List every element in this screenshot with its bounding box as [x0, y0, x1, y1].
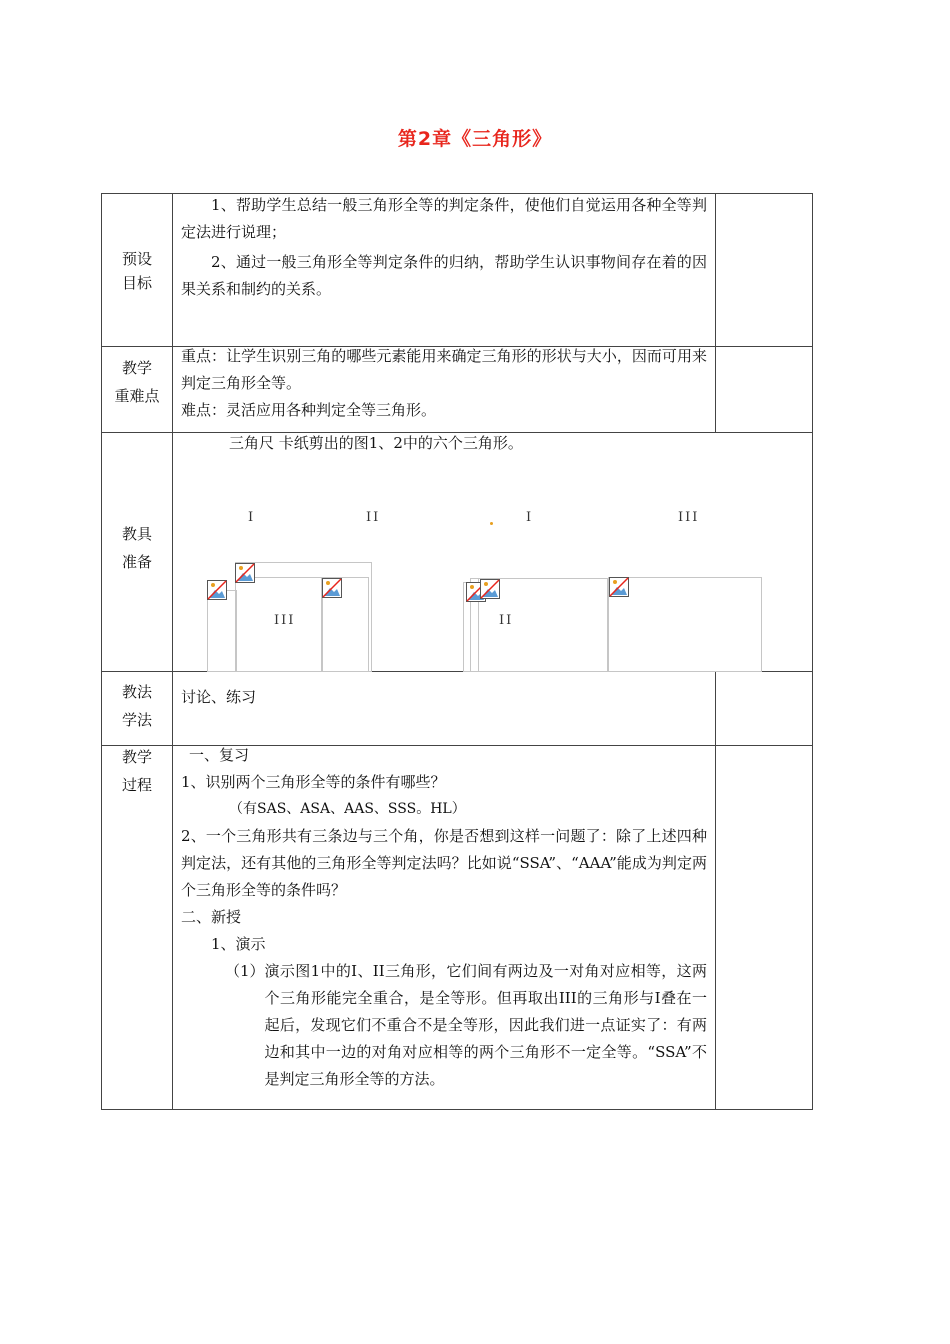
- demo-item-text: 演示图1中的I、II三角形，它们间有两边及一对角对应相等，这两个三角形能完全重合，是全等形。但再取出III的三角形与I叠在一起后，发现它们不重合不是全等形，因此我们进一点证实了：有两边和其中一边的对角对应相等的两个三角形不一定全等。“SSA”不是判定三角形全等的方法。: [264, 962, 707, 1088]
- objective-item: 1、帮助学生总结一般三角形全等的判定条件，使他们自觉运用各种全等判定法进行说理；: [181, 196, 707, 241]
- review-answer-1: （有SAS、ASA、AAS、SSS。HL）: [229, 801, 466, 817]
- materials-text: 三角尺 卡纸剪出的图1、2中的六个三角形。: [229, 434, 523, 452]
- label-line: 准备: [121, 553, 152, 571]
- table-border-left: [101, 193, 102, 1110]
- triangle-frame: [608, 577, 762, 672]
- figure-label: III: [274, 613, 296, 628]
- broken-image-icon: [609, 577, 629, 597]
- label-line: 目标: [121, 274, 152, 292]
- objective-item: 2、通过一般三角形全等判定条件的归纳，帮助学生认识事物间存在着的因果关系和制约的关系。: [181, 253, 707, 298]
- label-line: 重难点: [114, 387, 160, 405]
- label-line: 教学: [121, 748, 152, 766]
- document-title: 第2章《三角形》: [397, 128, 553, 150]
- review-question-1: 1、识别两个三角形全等的条件有哪些？: [181, 773, 446, 791]
- table-border-bottom: [101, 1109, 813, 1110]
- subsection-demo: 1、演示: [211, 935, 266, 953]
- demo-item-number: （1）: [225, 962, 265, 980]
- table-border-right: [812, 193, 813, 1110]
- broken-image-icon: [480, 579, 500, 599]
- row-label-materials: [102, 520, 172, 576]
- row-label-key-points: [102, 354, 172, 410]
- label-line: 过程: [121, 776, 152, 794]
- label-line: 教法: [121, 683, 152, 701]
- label-line: 教具: [121, 525, 152, 543]
- section-heading-review: 一、复习: [189, 746, 250, 764]
- objectives-content: [181, 192, 707, 303]
- label-line: 预设: [121, 250, 152, 268]
- key-point-item: 重点：让学生识别三角的哪些元素能用来确定三角形的形状与大小，因而可用来判定三角形全等。: [181, 347, 707, 392]
- figure-label: II: [499, 613, 514, 628]
- notes-column-divider-a: [715, 193, 716, 432]
- row-label-process: [102, 743, 172, 799]
- triangle-frame: [207, 590, 237, 672]
- materials-content: [181, 430, 707, 457]
- methods-content: [181, 684, 707, 711]
- section-heading-new-lesson: 二、新授: [181, 908, 242, 926]
- row-label-methods: [102, 678, 172, 734]
- key-points-content: [181, 343, 707, 424]
- label-line: 学法: [121, 711, 152, 729]
- broken-image-icon: [235, 563, 255, 583]
- stray-mark: [490, 522, 493, 525]
- demo-item-1: [181, 958, 707, 1093]
- row-label-objectives: [102, 247, 172, 295]
- figure-label: III: [678, 510, 700, 525]
- broken-image-icon: [207, 580, 227, 600]
- methods-text: 讨论、练习: [181, 688, 257, 706]
- process-content: [181, 742, 707, 1093]
- triangle-frame: [235, 577, 323, 672]
- figure-label: I: [526, 510, 534, 525]
- figure-label: II: [366, 510, 381, 525]
- notes-column-divider-b: [715, 671, 716, 1109]
- difficult-point-item: 难点：灵活应用各种判定全等三角形。: [181, 401, 437, 419]
- review-question-2: 2、一个三角形共有三条边与三个角，你是否想到这样一问题了：除了上述四种判定法，还有其他的三角形全等判定法吗？比如说“SSA”、“AAA”能成为判定两个三角形全等的条件吗？: [181, 827, 707, 899]
- figure-label: I: [248, 510, 256, 525]
- label-line: 教学: [121, 359, 152, 377]
- broken-image-icon: [322, 578, 342, 598]
- label-column-divider: [172, 193, 173, 1110]
